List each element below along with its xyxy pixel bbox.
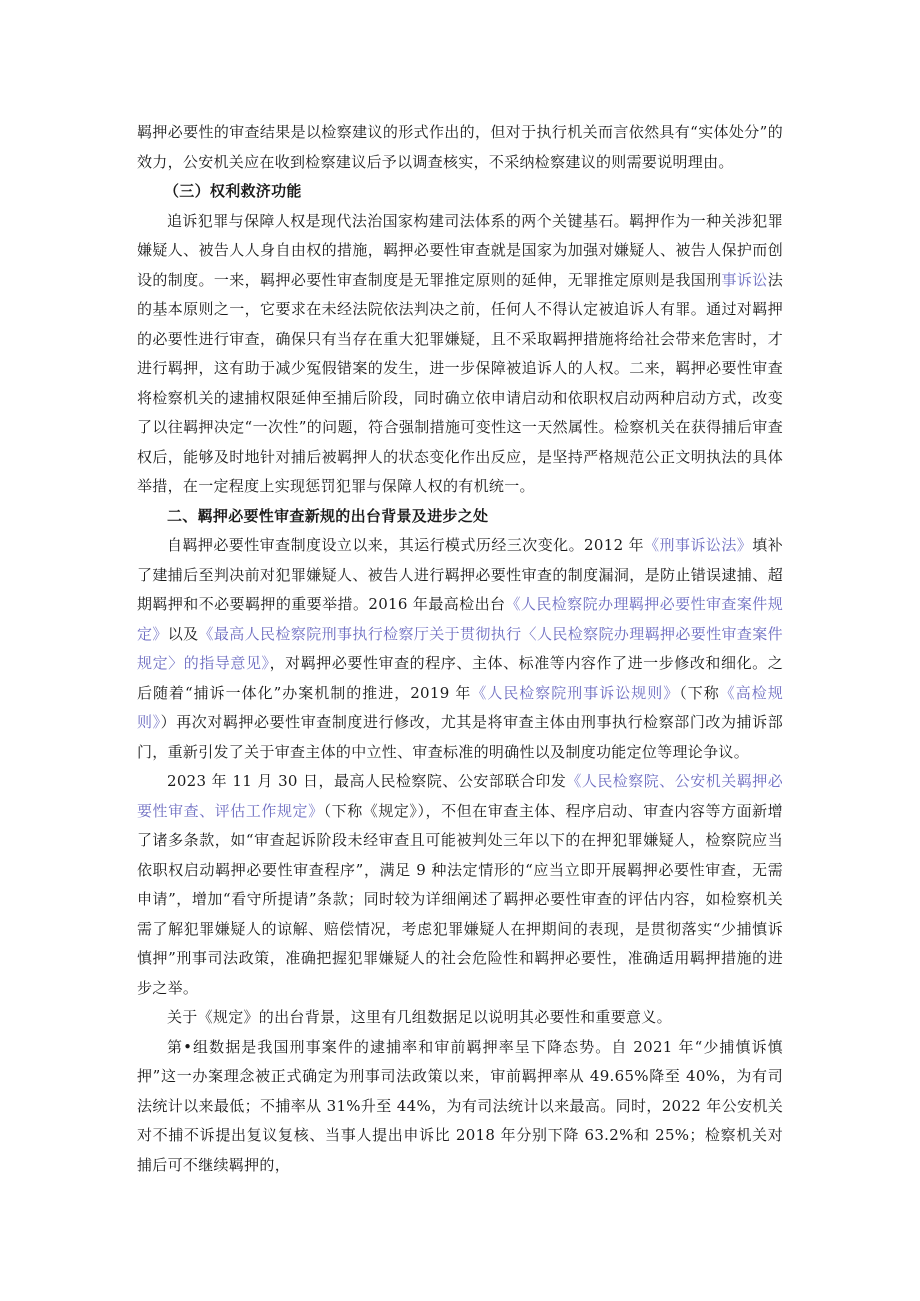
paragraph-text: （下称 <box>679 683 720 702</box>
link-procuratorate-review-rules[interactable]: 《人民检察院办理羁押必要性审查案件规定》 <box>137 595 783 643</box>
paragraph-text: 以及 <box>167 624 199 643</box>
paragraph-text: 关于《规定》的出台背景，这里有几组数据足以说明其必要性和重要意义。 <box>167 1008 672 1026</box>
paragraph-text: 追诉犯罪与保障人权是现代法治国家构建司法体系的两个关键基石。羁押作为一种关涉犯罪嫌疑人、被告人人身自由权的措施，羁押必要性审查就是国家为加强对嫌疑人、被告人保护而创设的制度。一来，羁押必要性审查制度是无罪推定原则的延伸，无罪推定原则是我国刑 <box>137 211 783 289</box>
paragraph-text: 2023 年 11 月 30 日，最高人民检察院、公安部联合印发 <box>167 772 567 790</box>
paragraph-history <box>137 531 783 767</box>
paragraph-text: ）再次对羁押必要性审查制度进行修改，尤其是将审查主体由刑事执行检察部门改为捕诉部门，重新引发了关于审查主体的中立性、审查标准的明确性以及制度功能定位等理论争议。 <box>137 713 783 761</box>
link-review-assessment-rules[interactable]: 《人民检察院、公安机关羁押必要性审查、评估工作规定》 <box>137 772 784 820</box>
paragraph-text: 羁押必要性的审查结果是以检察建议的形式作出的，但对于执行机关而言依然具有“实体处分”的效力，公安机关应在收到检察建议后予以调查核实，不采纳检察建议的则需要说明理由。 <box>137 123 783 171</box>
paragraph-rights-remedy <box>137 207 783 502</box>
paragraph-new-regulation <box>137 767 783 1003</box>
section-heading-rights-remedy: （三）权利救济功能 <box>164 182 302 200</box>
link-criminal-procedure-law[interactable]: 《刑事诉讼法》 <box>644 536 753 554</box>
link-procuratorate-criminal-rules[interactable]: 《人民检察院刑事诉讼规则》 <box>471 683 680 702</box>
link-guiding-opinion[interactable]: 《最高人民检察院刑事执行检察厅关于贯彻执行〈人民检察院办理羁押必要性审查案件规定〉的指导意见》 <box>137 624 783 672</box>
paragraph-text: ，对羁押必要性审查的程序、主体、标准等内容作了进一步修改和细化。之后随着“捕诉一体化”办案机制的推进，2019 年 <box>137 654 783 702</box>
section-heading-background: 二、羁押必要性审查新规的出台背景及进步之处 <box>167 506 489 525</box>
paragraph-first-data-group <box>137 1033 783 1181</box>
paragraph-text: 填补了建捕后至判决前对犯罪嫌疑人、被告人进行羁押必要性审查的制度漏洞，是防止错误逮捕、超期羁押和不必要羁押的重要举措。2016 年最高检出台 <box>137 536 783 613</box>
paragraph-execution-effect <box>137 118 783 177</box>
document-body <box>137 118 783 1180</box>
paragraph-data-intro <box>137 1003 783 1033</box>
paragraph-text: 第•组数据是我国刑事案件的逮捕率和审前羁押率呈下降态势。自 2021 年“少捕慎诉慎押”这一办案理念被正式确定为刑事司法政策以来，审前羁押率从 49.65%降至 40%，为有司法统计以来最低；不捕率从 31%升至 44%，为有司法统计以来最高。同时，2022 年公安机关对不捕不诉提出复议复核、当事人提出申诉比 2018 年分别下降 63.2%和 25%；检察机关对捕后可不继续羁押的， <box>137 1037 783 1174</box>
paragraph-text: 自羁押必要性审查制度设立以来，其运行模式历经三次变化。2012 年 <box>167 536 645 554</box>
paragraph-text: 法的基本原则之一，它要求在未经法院依法判决之前，任何人不得认定被追诉人有罪。通过对羁押的必要性进行审查，确保只有当存在重大犯罪嫌疑，且不采取羁押措施将给社会带来危害时，才进行羁押，这有助于减少冤假错案的发生，进一步保障被追诉人的人权。二来，羁押必要性审查将检察机关的逮捕权限延伸至捕后阶段，同时确立依申请启动和依职权启动两种启动方式，改变了以往羁押决定“一次性”的问题，符合强制措施可变性这一天然属性。检察机关在获得捕后审查权后，能够及时地针对捕后被羁押人的状态变化作出反应，是坚持严格规范公正文明执法的具体举措，在一定程度上实现惩罚犯罪与保障人权的有机统一。 <box>137 270 783 495</box>
paragraph-text: （下称《规定》），不但在审查主体、程序启动、审查内容等方面新增了诸多条款，如“审查起诉阶段未经审查且可能被判处三年以下的在押犯罪嫌疑人，检察院应当依职权启动羁押必要性审查程序”，满足 9 种法定情形的“应当立即开展羁押必要性审查，无需申请”，增加“看守所提请”条款；同时较为详细阐述了羁押必要性审查的评估内容，如检察机关需了解犯罪嫌疑人的谅解、赔偿情况，考虑犯罪嫌疑人在押期间的表现，是贯彻落实“少捕慎诉慎押”刑事司法政策，准确把握犯罪嫌疑人的社会危险性和羁押必要性，准确适用羁押措施的进步之举。 <box>137 801 783 997</box>
link-criminal-procedure[interactable]: 事诉讼 <box>721 270 768 289</box>
link-gaojian-rules[interactable]: 《高检规则》 <box>137 683 783 731</box>
